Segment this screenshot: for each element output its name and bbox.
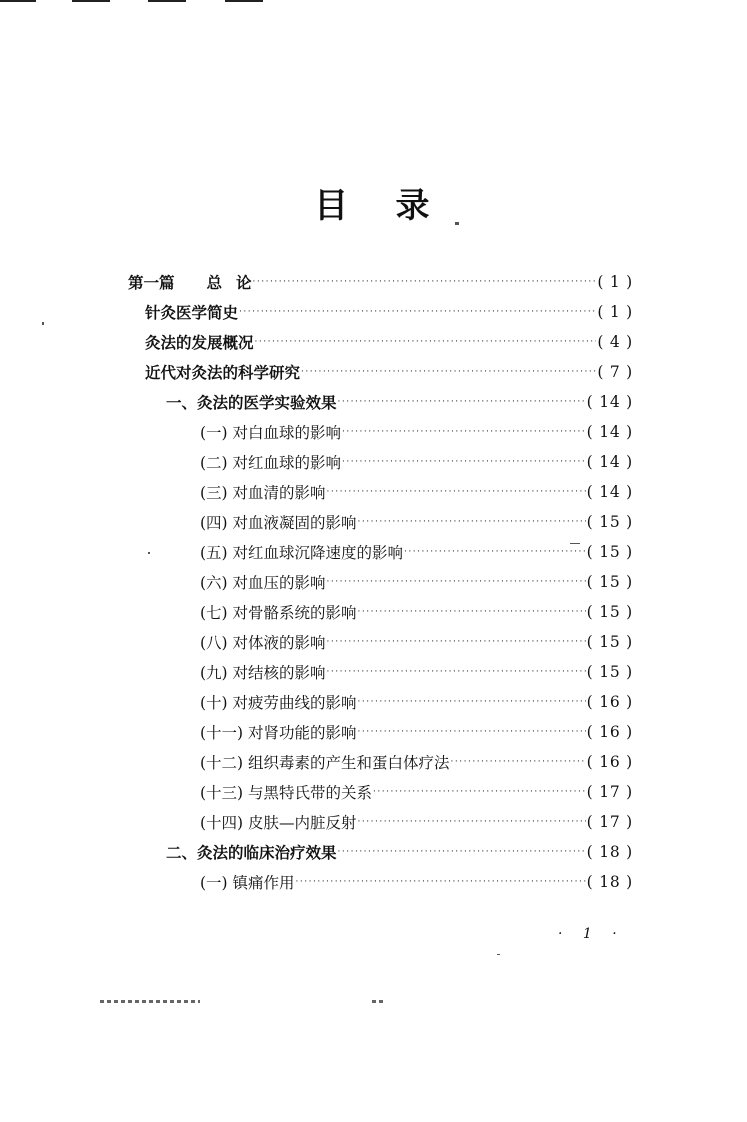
toc-section[interactable] — [145, 300, 633, 324]
dot-leader — [327, 637, 586, 647]
toc-item[interactable] — [200, 690, 633, 714]
page-number: ( 7 ) — [597, 363, 633, 381]
page-title — [0, 178, 747, 227]
title-char-right: 录 — [395, 186, 433, 226]
scan-rule-2 — [72, 0, 110, 2]
page-number: ( 16 ) — [586, 753, 633, 771]
scan-rule-1 — [0, 0, 36, 2]
page-number: ( 15 ) — [586, 543, 633, 561]
toc-item-label: (十) 对疲劳曲线的影响 — [200, 694, 357, 712]
toc-item[interactable] — [200, 480, 633, 504]
toc-section-label: 灸法的发展概况 — [145, 333, 254, 352]
scan-speck — [570, 543, 580, 544]
toc-item-label: (一) 对白血球的影响 — [200, 424, 342, 442]
toc-item-label: (一) 镇痛作用 — [200, 874, 295, 892]
toc-section[interactable] — [145, 330, 633, 354]
toc-item[interactable] — [200, 420, 633, 444]
toc-item[interactable] — [200, 660, 633, 684]
scan-speck — [148, 552, 150, 554]
dot-leader — [327, 667, 586, 677]
toc-item[interactable] — [200, 780, 633, 804]
toc-item[interactable] — [200, 600, 633, 624]
toc-item[interactable] — [200, 540, 633, 564]
toc-item[interactable] — [200, 750, 633, 774]
chapter-word-1: 总 — [206, 273, 223, 292]
page-number: ( 17 ) — [586, 813, 633, 831]
dot-leader — [338, 847, 586, 857]
scan-rule-4 — [225, 0, 263, 2]
page-number: ( 17 ) — [586, 783, 633, 801]
dot-leader — [358, 517, 586, 527]
dot-leader — [301, 367, 596, 377]
dot-leader — [253, 277, 597, 287]
page-number: ( 16 ) — [586, 723, 633, 741]
scan-rule-3 — [148, 0, 186, 2]
scan-footer-mark — [100, 1000, 200, 1003]
toc-chapter-label — [128, 271, 252, 293]
toc-item[interactable] — [200, 570, 633, 594]
toc-item-label: (二) 对红血球的影响 — [200, 454, 342, 472]
toc-item-label: (四) 对血液凝固的影响 — [200, 514, 357, 532]
toc-section[interactable] — [145, 360, 633, 384]
toc-item[interactable] — [200, 810, 633, 834]
page-number: ( 15 ) — [586, 573, 633, 591]
dot-leader — [239, 307, 596, 317]
page-number: ( 15 ) — [586, 603, 633, 621]
toc-item-label: (八) 对体液的影响 — [200, 634, 326, 652]
toc-item[interactable] — [200, 510, 633, 534]
page-number: ( 15 ) — [586, 513, 633, 531]
page-number: ( 1 ) — [597, 303, 633, 321]
page-number: ( 18 ) — [586, 873, 633, 891]
page-number: ( 15 ) — [586, 633, 633, 651]
page-number: ( 1 ) — [597, 273, 633, 291]
toc-item-label: (九) 对结核的影响 — [200, 664, 326, 682]
dot-leader — [255, 337, 597, 347]
title-char-left: 目 — [314, 186, 352, 226]
scan-speck — [42, 322, 44, 325]
page-number: ( 18 ) — [586, 843, 633, 861]
page-folio: · 1 · — [558, 926, 625, 942]
dot-leader — [358, 817, 586, 827]
page-number: ( 15 ) — [586, 663, 633, 681]
toc-item[interactable] — [200, 870, 633, 894]
page-number: ( 14 ) — [586, 423, 633, 441]
toc-section-label: 针灸医学简史 — [145, 303, 239, 322]
toc-item-label: (五) 对红血球沉降速度的影响 — [200, 544, 404, 562]
dot-leader — [327, 487, 586, 497]
dot-leader — [296, 877, 586, 887]
toc-item-label: (十二) 组织毒素的产生和蛋白体疗法 — [200, 754, 450, 772]
toc-item-label: (七) 对骨骼系统的影响 — [200, 604, 357, 622]
toc-section-label: 近代对灸法的科学研究 — [145, 363, 301, 382]
dot-leader — [451, 757, 586, 767]
dot-leader — [404, 547, 586, 557]
scan-speck — [455, 222, 459, 225]
toc-subsection-label: 二、灸法的临床治疗效果 — [166, 843, 337, 862]
scan-footer-mark — [372, 1000, 384, 1003]
chapter-number: 第一篇 — [128, 273, 175, 292]
page-number: ( 16 ) — [586, 693, 633, 711]
dot-leader — [342, 457, 586, 467]
dot-leader — [327, 577, 586, 587]
dot-leader — [358, 697, 586, 707]
toc-subsection-label: 一、灸法的医学实验效果 — [166, 393, 337, 412]
dot-leader — [338, 397, 586, 407]
chapter-word-2: 论 — [236, 273, 252, 292]
dot-leader — [342, 427, 586, 437]
toc-item-label: (十一) 对肾功能的影响 — [200, 724, 357, 742]
dot-leader — [358, 727, 586, 737]
scan-speck — [497, 954, 500, 955]
dot-leader — [373, 787, 586, 797]
page-number: ( 14 ) — [586, 483, 633, 501]
toc-item-label: (六) 对血压的影响 — [200, 574, 326, 592]
toc-item-label: (三) 对血清的影响 — [200, 484, 326, 502]
dot-leader — [358, 607, 586, 617]
toc-item[interactable] — [200, 720, 633, 744]
toc-item-label: (十三) 与黑特氏带的关系 — [200, 784, 373, 802]
toc-item-label: (十四) 皮肤—内脏反射 — [200, 814, 357, 832]
page-number: ( 14 ) — [586, 393, 633, 411]
toc-subsection[interactable] — [166, 390, 633, 414]
toc-item[interactable] — [200, 630, 633, 654]
toc-chapter[interactable] — [128, 270, 633, 294]
page-number: ( 4 ) — [597, 333, 633, 351]
toc-subsection[interactable] — [166, 840, 633, 864]
toc-item[interactable] — [200, 450, 633, 474]
page-number: ( 14 ) — [586, 453, 633, 471]
